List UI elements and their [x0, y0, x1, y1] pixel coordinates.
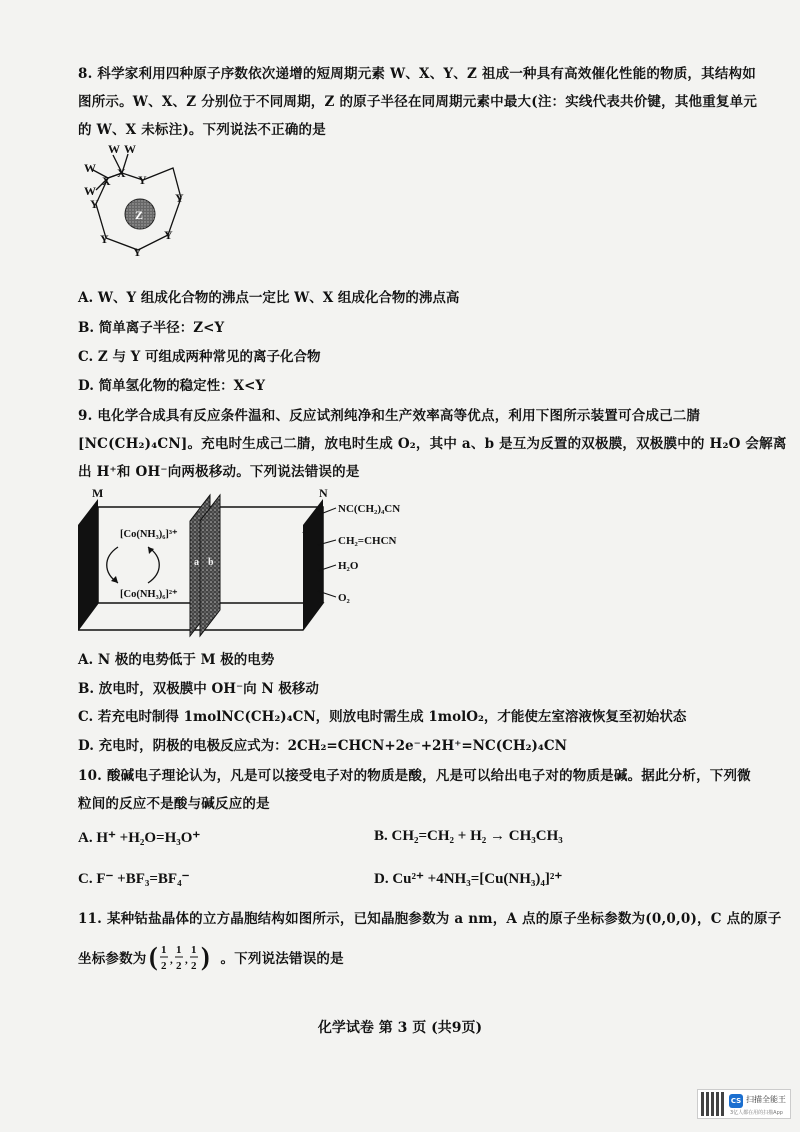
q9-electrolysis-diagram: [78, 485, 438, 640]
y-label-6: Y: [90, 197, 99, 211]
svg-text:2: 2: [175, 960, 182, 972]
y-label-1: Y: [138, 173, 147, 187]
svg-text:1: 1: [160, 944, 167, 956]
camscanner-logo-icon: CS: [729, 1094, 743, 1108]
scanner-name: 扫描全能王: [746, 1095, 786, 1104]
m-label: M: [92, 486, 104, 500]
z-label: Z: [135, 208, 144, 222]
q10-stem-line2: 粒间的反应不是酸与碱反应的是: [78, 796, 270, 812]
svg-text:2: 2: [160, 960, 167, 972]
q8-option-a: A. W、Y 组成化合物的沸点一定比 W、X 组成化合物的沸点高: [78, 290, 460, 306]
q9-stem-line3: 出 H⁺和 OH⁻向两极移动。下列说法错误的是: [78, 464, 360, 480]
q11-stem-line1: 11. 某种钴盐晶体的立方晶胞结构如图所示，已知晶胞参数为 a nm，A 点的原子坐标参数为(0,0,0)，C 点的原子: [78, 911, 782, 927]
adiponitrile-label: NC(CH₂)₄CN: [338, 503, 401, 515]
q9-option-b: B. 放电时，双极膜中 OH⁻向 N 极移动: [78, 681, 319, 697]
w-label-3: W: [84, 161, 96, 175]
svg-text:,: ,: [184, 954, 188, 966]
page-footer: 化学试卷 第 3 页 (共9页): [317, 1020, 483, 1036]
svg-text:2: 2: [190, 960, 197, 972]
x-label-2: X: [102, 174, 111, 188]
n-label: N: [319, 486, 328, 500]
q9-option-d: D. 充电时，阴极的电极反应式为：2CH₂=CHCN+2e⁻+2H⁺=NC(CH₂)₄CN: [78, 738, 567, 754]
q8-stem-line3: 的 W、X 未标注)。下列说法不正确的是: [78, 122, 326, 138]
q11-stem-line2: [78, 940, 344, 974]
w-label-4: W: [84, 184, 96, 198]
q8-stem-line1: 8. 科学家利用四种原子序数依次递增的短周期元素 W、X、Y、Z 祖成一种具有高效催化性能的物质，其结构如: [78, 66, 756, 82]
y-label-5: Y: [100, 232, 109, 246]
y-label-3: Y: [164, 228, 173, 242]
qr-code-icon: [701, 1092, 725, 1116]
q10-option-b: B. CH₂=CH₂ + H₂ → CH₃CH₃: [374, 828, 563, 844]
q10-option-c: C. F⁻ +BF₃=BF₄⁻: [78, 871, 190, 887]
membrane-a-label: a: [194, 557, 199, 568]
acrylonitrile-label: CH₂=CHCN: [338, 535, 397, 547]
q8-option-c: C. Z 与 Y 可组成两种常见的离子化合物: [78, 349, 321, 365]
q10-option-a: A. H⁺ +H₂O=H₃O⁺: [78, 830, 201, 846]
membrane-b-label: b: [208, 557, 214, 568]
q9-stem-line1: 9. 电化学合成具有反应条件温和、反应试剂纯净和生产效率高等优点，利用下图所示装置可合成己二腈: [78, 408, 701, 424]
svg-text:1: 1: [190, 944, 197, 956]
q10-stem-line1: 10. 酸碱电子理论认为，凡是可以接受电子对的物质是酸，凡是可以给出电子对的物质是碱。据此分析，下列微: [78, 768, 751, 784]
water-label: H₂O: [338, 560, 359, 572]
q10-option-d: D. Cu²⁺ +4NH₃=[Cu(NH₃)₄]²⁺: [374, 871, 563, 887]
oxygen-label: O₂: [338, 592, 350, 604]
x-label-1: X: [117, 166, 126, 180]
y-label-2: Y: [175, 191, 184, 205]
q9-option-a: A. N 极的电势低于 M 极的电势: [78, 652, 275, 668]
svg-text:): ): [200, 942, 210, 971]
q8-structure-diagram: [78, 140, 228, 275]
n-electrode: [303, 499, 323, 630]
q8-option-d: D. 简单氢化物的稳定性：X<Y: [78, 378, 266, 394]
w-label-1: W: [108, 142, 120, 156]
scanner-watermark: [697, 1089, 791, 1119]
q11-coordinate-fraction: [149, 940, 219, 974]
co2-label: [Co(NH₃)₆]²⁺: [120, 589, 178, 600]
q8-stem-line2: 图所示。W、X、Z 分别位于不同周期，Z 的原子半径在同周期元素中最大(注：实线代表共价键，其他重复单元: [78, 94, 758, 110]
q11-suffix: 。下列说法错误的是: [220, 951, 344, 967]
svg-text:(: (: [148, 942, 158, 971]
svg-text:1: 1: [175, 944, 182, 956]
q9-option-c: C. 若充电时制得 1molNC(CH₂)₄CN，则放电时需生成 1molO₂，才能使左室溶液恢复至初始状态: [78, 709, 687, 725]
svg-text:,: ,: [169, 954, 173, 966]
co3-label: [Co(NH₃)₆]³⁺: [120, 529, 178, 540]
y-label-4: Y: [133, 245, 142, 259]
q9-stem-line2: [NC(CH₂)₄CN]。充电时生成己二腈，放电时生成 O₂，其中 a、b 是互为反置的双极膜，双极膜中的 H₂O 会解离: [78, 436, 787, 452]
w-label-2: W: [124, 142, 136, 156]
q8-option-b: B. 简单离子半径：Z<Y: [78, 320, 225, 336]
q11-prefix: 坐标参数为: [78, 951, 147, 967]
scanner-tagline: 3亿人都在用的扫描App: [730, 1110, 783, 1116]
